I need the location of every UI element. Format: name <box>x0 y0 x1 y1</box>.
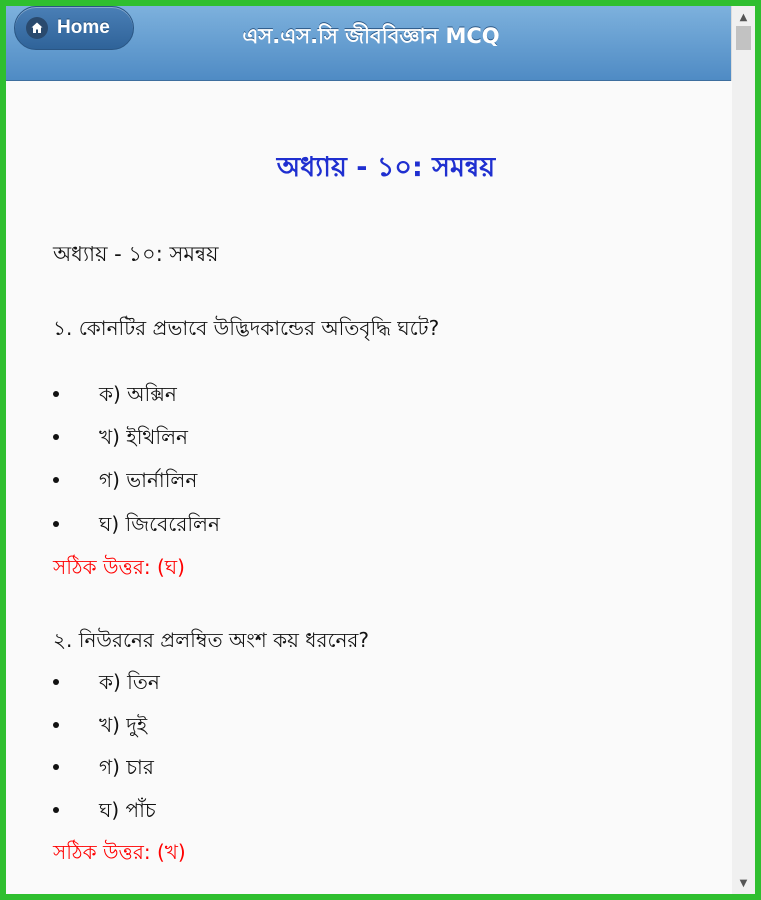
option-text: গ) চার <box>99 755 154 779</box>
chapter-heading: অধ্যায় - ১০: সমন্বয় <box>276 152 496 183</box>
home-button-label: Home <box>57 17 110 38</box>
scroll-thumb[interactable] <box>736 26 751 50</box>
bullet-icon <box>53 521 59 527</box>
question-1: ১. কোনটির প্রভাবে উদ্ভিদকান্ডের অতিবৃদ্ধি ঘটে? <box>53 316 440 340</box>
main-content <box>6 81 732 894</box>
bullet-icon <box>53 477 59 483</box>
option-text: ক) অক্সিন <box>99 382 177 406</box>
option-text: গ) ভার্নালিন <box>99 468 198 492</box>
header-bar <box>6 6 732 81</box>
scroll-down-arrow-icon[interactable]: ▼ <box>739 877 748 889</box>
app-title: এস.এস.সি জীববিজ্ঞান MCQ <box>242 24 500 48</box>
question-2: ২. নিউরনের প্রলম্বিত অংশ কয় ধরনের? <box>53 628 370 652</box>
bullet-icon <box>53 722 59 728</box>
answer-1: সঠিক উত্তর: (ঘ) <box>53 555 185 579</box>
option-text: খ) ইথিলিন <box>99 425 188 449</box>
section-title: অধ্যায় - ১০: সমন্বয় <box>53 242 219 266</box>
bullet-icon <box>53 764 59 770</box>
bullet-icon <box>53 391 59 397</box>
vertical-scrollbar[interactable] <box>731 6 755 894</box>
option-text: খ) দুই <box>99 713 148 737</box>
home-icon <box>26 17 48 39</box>
option-text: ক) তিন <box>99 670 160 694</box>
home-button[interactable] <box>14 6 134 50</box>
bullet-icon <box>53 434 59 440</box>
bullet-icon <box>53 679 59 685</box>
option-text: ঘ) পাঁচ <box>99 798 156 822</box>
answer-2: সঠিক উত্তর: (খ) <box>53 840 186 864</box>
bullet-icon <box>53 807 59 813</box>
option-text: ঘ) জিবেরেলিন <box>99 512 220 536</box>
scroll-up-arrow-icon[interactable]: ▲ <box>739 11 748 23</box>
